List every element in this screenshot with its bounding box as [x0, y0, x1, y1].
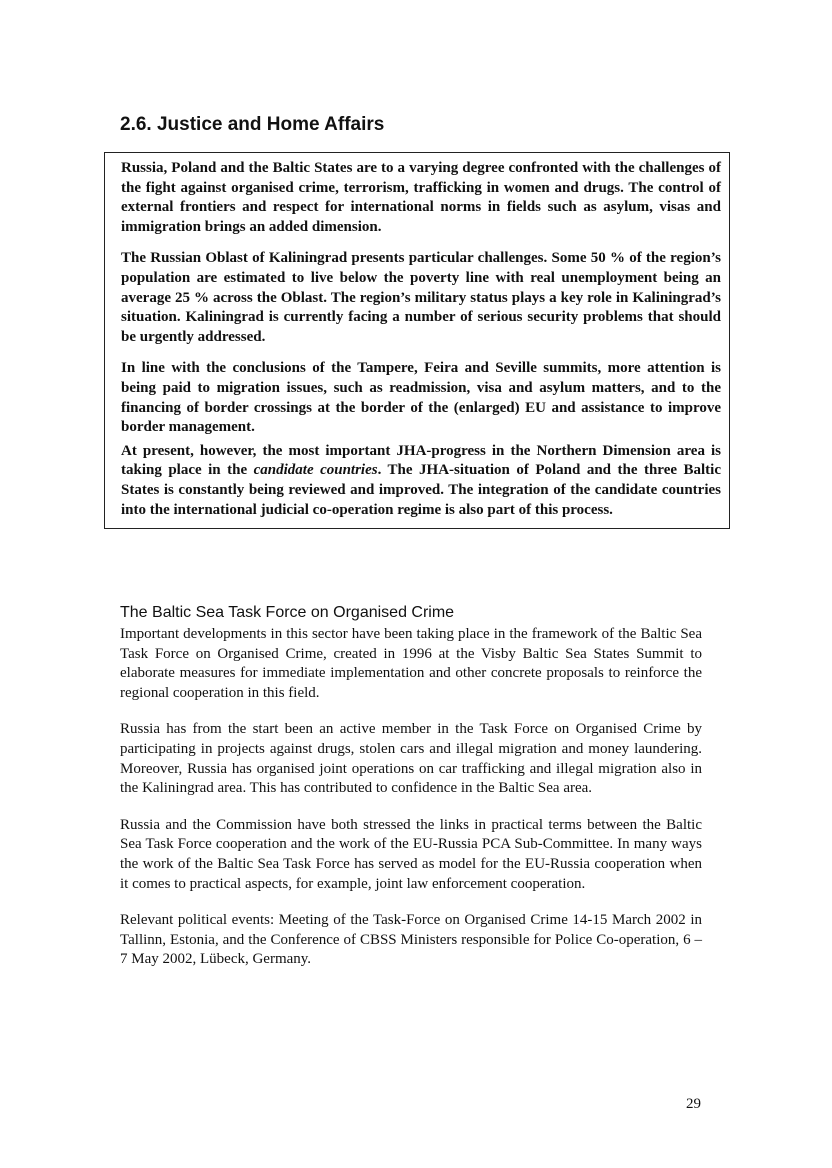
page-number: 29	[686, 1096, 701, 1112]
summary-paragraph-4	[121, 442, 721, 520]
summary-paragraph-1: Russia, Poland and the Baltic States are to a varying degree confronted with the challenges of the fight against organised crime, terrorism, trafficking in women and drugs. The control of external frontiers and respect for international norms in fields such as asylum, visas and immigration brings an added dimension.	[121, 160, 721, 235]
summary-paragraph-2: The Russian Oblast of Kaliningrad presents particular challenges. Some 50 % of the region’s population are estimated to live below the poverty line with real unemployment being an average 25 % across the Oblast. The region’s military status plays a key role in Kaliningrad’s situation. Kaliningrad is currently facing a number of serious security problems that should be urgently addressed.	[121, 250, 721, 345]
body-paragraph-1: Important developments in this sector have been taking place in the framework of the Baltic Sea Task Force on Organised Crime, created in 1996 at the Visby Baltic Sea States Summit to elaborate measures for immediate implementation and other concrete proposals to reinforce the regional cooperation in this field.	[120, 626, 702, 701]
body-paragraph-3: Russia and the Commission have both stressed the links in practical terms between the Baltic Sea Task Force cooperation and the work of the EU-Russia PCA Sub-Committee. In many ways the work of the Baltic Sea Task Force has served as model for the EU-Russia cooperation when it comes to practical aspects, for example, joint law enforcement cooperation.	[120, 816, 702, 892]
body-paragraph-4: Relevant political events: Meeting of the Task-Force on Organised Crime 14-15 March 2002 in Tallinn, Estonia, and the Conference of CBSS Ministers responsible for Police Co-operation, 6 – 7 May 2002, Lübeck, Germany.	[120, 912, 702, 968]
summary-box	[104, 152, 730, 529]
task-force-section	[120, 604, 702, 987]
subsection-title: The Baltic Sea Task Force on Organised Crime	[120, 604, 455, 621]
summary-paragraph-4-end: . The JHA-situation of Poland and the three Baltic States is constantly being reviewed and improved. The integration of the candidate countries into the international judicial co-operation regime is also part of this process.	[121, 462, 721, 518]
section-title: 2.6. Justice and Home Affairs	[120, 114, 385, 135]
summary-paragraph-3: In line with the conclusions of the Tampere, Feira and Seville summits, more attention is being paid to migration issues, such as readmission, visa and asylum matters, and to the financing of border crossings at the border of the (enlarged) EU and assistance to improve border management.	[121, 360, 721, 436]
summary-paragraph-4-emphasis: candidate countries	[253, 462, 378, 479]
body-paragraph-2: Russia has from the start been an active member in the Task Force on Organised Crime by participating in projects against drugs, stolen cars and illegal migration and money laundering. Moreover, Russia has organised joint operations on car trafficking and illegal migration also in the Kaliningrad area. This has contributed to confidence in the Baltic Sea area.	[120, 721, 702, 797]
summary-paragraph-4-start: At present, however, the most important JHA-progress in the Northern Dimension area is taking place in the	[121, 442, 721, 479]
